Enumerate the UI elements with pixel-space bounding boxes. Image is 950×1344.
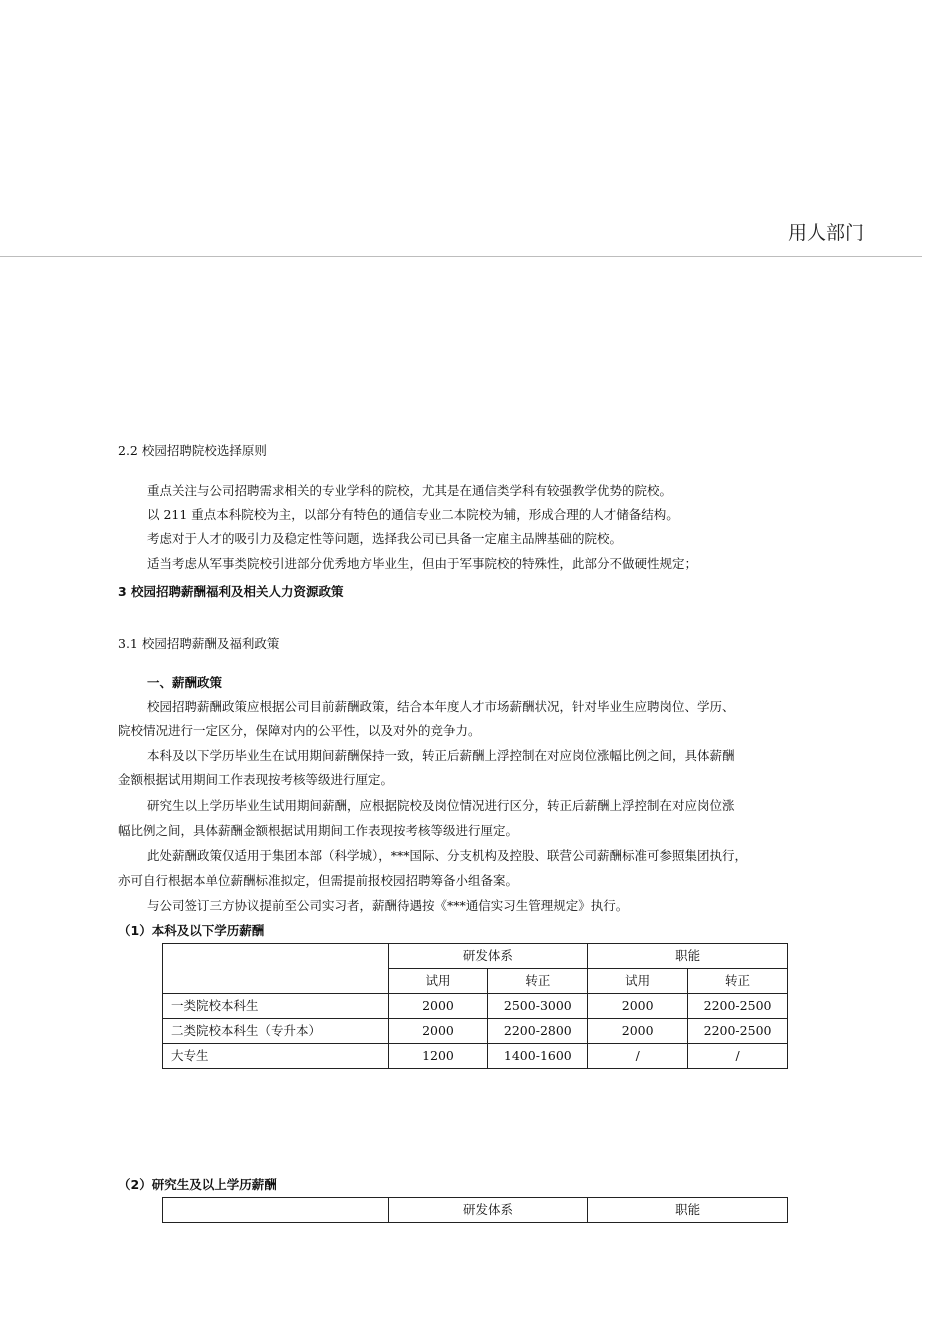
table-cell: 2000 <box>388 1019 488 1044</box>
table-row <box>163 1044 788 1069</box>
paragraph-line: 金额根据试用期间工作表现按考核等级进行厘定。 <box>118 772 394 787</box>
paragraph-line: 亦可自行根据本单位薪酬标准拟定，但需提前报校园招聘筹备小组备案。 <box>118 873 519 888</box>
salary-table-undergrad <box>162 943 788 1069</box>
table-row-label: 二类院校本科生（专升本） <box>163 1019 389 1044</box>
subheading-salary-policy: 一、薪酬政策 <box>147 675 223 690</box>
paragraph-line: 校园招聘薪酬政策应根据公司目前薪酬政策，结合本年度人才市场薪酬状况，针对毕业生应聘岗位、学历、 <box>147 699 735 714</box>
table-caption-graduate: （2）研究生及以上学历薪酬 <box>118 1177 277 1192</box>
table-header-row <box>163 1198 788 1223</box>
table-cell: 2500-3000 <box>488 994 588 1019</box>
table-subheader-cell: 试用 <box>388 969 488 994</box>
table-cell: 2000 <box>588 1019 688 1044</box>
paragraph-line: 院校情况进行一定区分，保障对内的公平性，以及对外的竞争力。 <box>118 723 481 738</box>
section-heading-2-2: 2.2 校园招聘院校选择原则 <box>118 443 267 458</box>
section-heading-3: 3 校园招聘薪酬福利及相关人力资源政策 <box>118 584 344 599</box>
table-cell: 1200 <box>388 1044 488 1069</box>
table-group-header: 职能 <box>588 1198 788 1223</box>
table-header-row <box>163 944 788 969</box>
table-row-label: 大专生 <box>163 1044 389 1069</box>
header-title: 用人部门 <box>788 222 865 244</box>
paragraph-line: 与公司签订三方协议提前至公司实习者，薪酬待遇按《***通信实习生管理规定》执行。 <box>147 898 629 913</box>
table-cell: 2200-2500 <box>688 994 788 1019</box>
paragraph: 适当考虑从军事类院校引进部分优秀地方毕业生，但由于军事院校的特殊性，此部分不做硬性规定； <box>147 556 698 571</box>
paragraph: 重点关注与公司招聘需求相关的专业学科的院校，尤其是在通信类学科有较强教学优势的院校。 <box>147 483 673 498</box>
table-group-header: 研发体系 <box>388 944 588 969</box>
table-cell: 2200-2800 <box>488 1019 588 1044</box>
table-row-label: 一类院校本科生 <box>163 994 389 1019</box>
table-cell: 1400-1600 <box>488 1044 588 1069</box>
header-divider <box>0 256 922 257</box>
table-corner-cell <box>163 944 389 994</box>
table-caption-undergrad: （1）本科及以下学历薪酬 <box>118 923 265 938</box>
table-cell: 2000 <box>588 994 688 1019</box>
table-subheader-cell: 试用 <box>588 969 688 994</box>
table-group-header: 研发体系 <box>388 1198 588 1223</box>
section-heading-3-1: 3.1 校园招聘薪酬及福利政策 <box>118 636 280 651</box>
table-cell: 2000 <box>388 994 488 1019</box>
paragraph-line: 研究生以上学历毕业生试用期间薪酬，应根据院校及岗位情况进行区分，转正后薪酬上浮控制在对应岗位涨 <box>147 798 735 813</box>
paragraph-line: 幅比例之间，具体薪酬金额根据试用期间工作表现按考核等级进行厘定。 <box>118 823 519 838</box>
table-subheader-cell: 转正 <box>488 969 588 994</box>
table-row <box>163 994 788 1019</box>
table-cell: / <box>688 1044 788 1069</box>
paragraph: 考虑对于人才的吸引力及稳定性等问题，选择我公司已具备一定雇主品牌基础的院校。 <box>147 531 623 546</box>
paragraph-line: 本科及以下学历毕业生在试用期间薪酬保持一致，转正后薪酬上浮控制在对应岗位涨幅比例之间，具体薪酬 <box>147 748 735 763</box>
salary-table-graduate <box>162 1197 788 1223</box>
table-row <box>163 1019 788 1044</box>
table-subheader-cell: 转正 <box>688 969 788 994</box>
paragraph: 以 211 重点本科院校为主，以部分有特色的通信专业二本院校为辅，形成合理的人才储备结构。 <box>147 507 679 522</box>
paragraph-line: 此处薪酬政策仅适用于集团本部（科学城），***国际、分支机构及控股、联营公司薪酬标准可参照集团执行， <box>147 848 748 863</box>
table-cell: 2200-2500 <box>688 1019 788 1044</box>
table-cell: / <box>588 1044 688 1069</box>
table-corner-cell <box>163 1198 389 1223</box>
table-group-header: 职能 <box>588 944 788 969</box>
